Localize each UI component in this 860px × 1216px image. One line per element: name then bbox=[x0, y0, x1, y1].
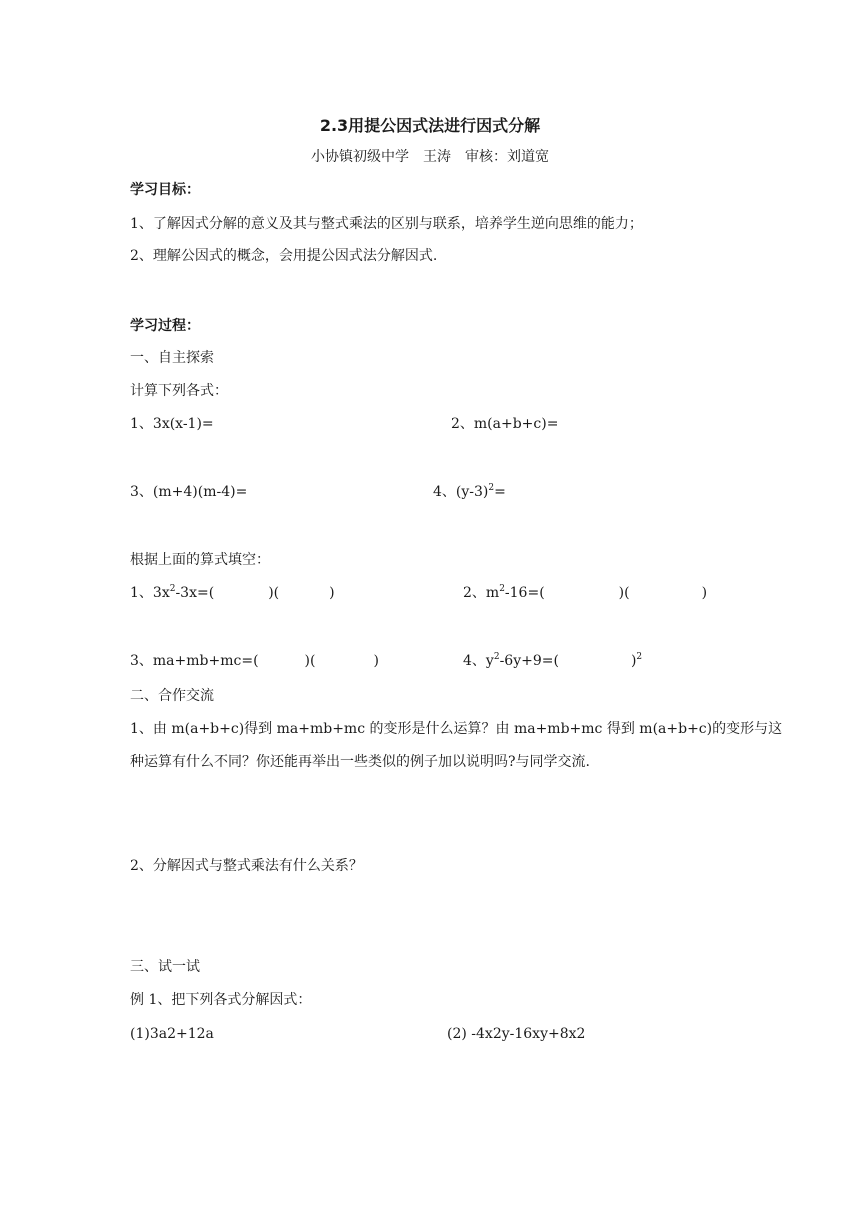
compute-q3: 3、(m+4)(m-4)= bbox=[130, 484, 248, 500]
compute-q2: 2、m(a+b+c)= bbox=[451, 416, 559, 432]
example-prompt: 例 1、把下列各式分解因式： bbox=[130, 992, 312, 1008]
process-heading: 学习过程： bbox=[130, 318, 200, 334]
objective-1: 1、了解因式分解的意义及其与整式乘法的区别与联系，培养学生逆向思维的能力； bbox=[130, 216, 643, 232]
discussion-q1-line1: 1、由 m(a+b+c)得到 ma+mb+mc 的变形是什么运算？由 ma+mb+mc 得到 m(a+b+c)的变形与这 bbox=[130, 721, 783, 737]
objective-2: 2、理解公因式的概念，会用提公因式法分解因式. bbox=[130, 248, 438, 264]
example-q2: (2) -4x2y-16xy+8x2 bbox=[447, 1026, 586, 1042]
fill-q1: 1、$3x^2-3x=$( )( ) bbox=[130, 584, 335, 601]
fill-prompt: 根据上面的算式填空： bbox=[130, 552, 270, 568]
compute-q1: 1、3x(x-1)= bbox=[130, 416, 214, 432]
section1-heading: 一、自主探索 bbox=[130, 350, 214, 366]
fill-q2: 2、$m^2-16=$( )( ) bbox=[463, 584, 708, 601]
fill-q3: 3、ma+mb+mc=( )( ) bbox=[130, 653, 379, 669]
section1-prompt: 计算下列各式： bbox=[130, 383, 228, 399]
example-q1: (1)3a2+12a bbox=[130, 1026, 214, 1042]
page-title: 2.3用提公因式法进行因式分解 bbox=[319, 116, 541, 135]
section2-heading: 二、合作交流 bbox=[130, 688, 214, 704]
fill-q4: 4、$y^2-6y+9=$( )$^2$ bbox=[463, 652, 643, 669]
compute-q4: 4、$(y-3)^2=$ bbox=[433, 483, 506, 500]
discussion-q1-line2: 种运算有什么不同？你还能再举出一些类似的例子加以说明吗?与同学交流. bbox=[130, 754, 590, 770]
discussion-q2: 2、分解因式与整式乘法有什么关系？ bbox=[130, 858, 363, 874]
objectives-heading: 学习目标： bbox=[130, 182, 200, 198]
section3-heading: 三、试一试 bbox=[130, 959, 200, 975]
author-line: 小协镇初级中学 王涛 审核：刘道宽 bbox=[311, 149, 549, 165]
